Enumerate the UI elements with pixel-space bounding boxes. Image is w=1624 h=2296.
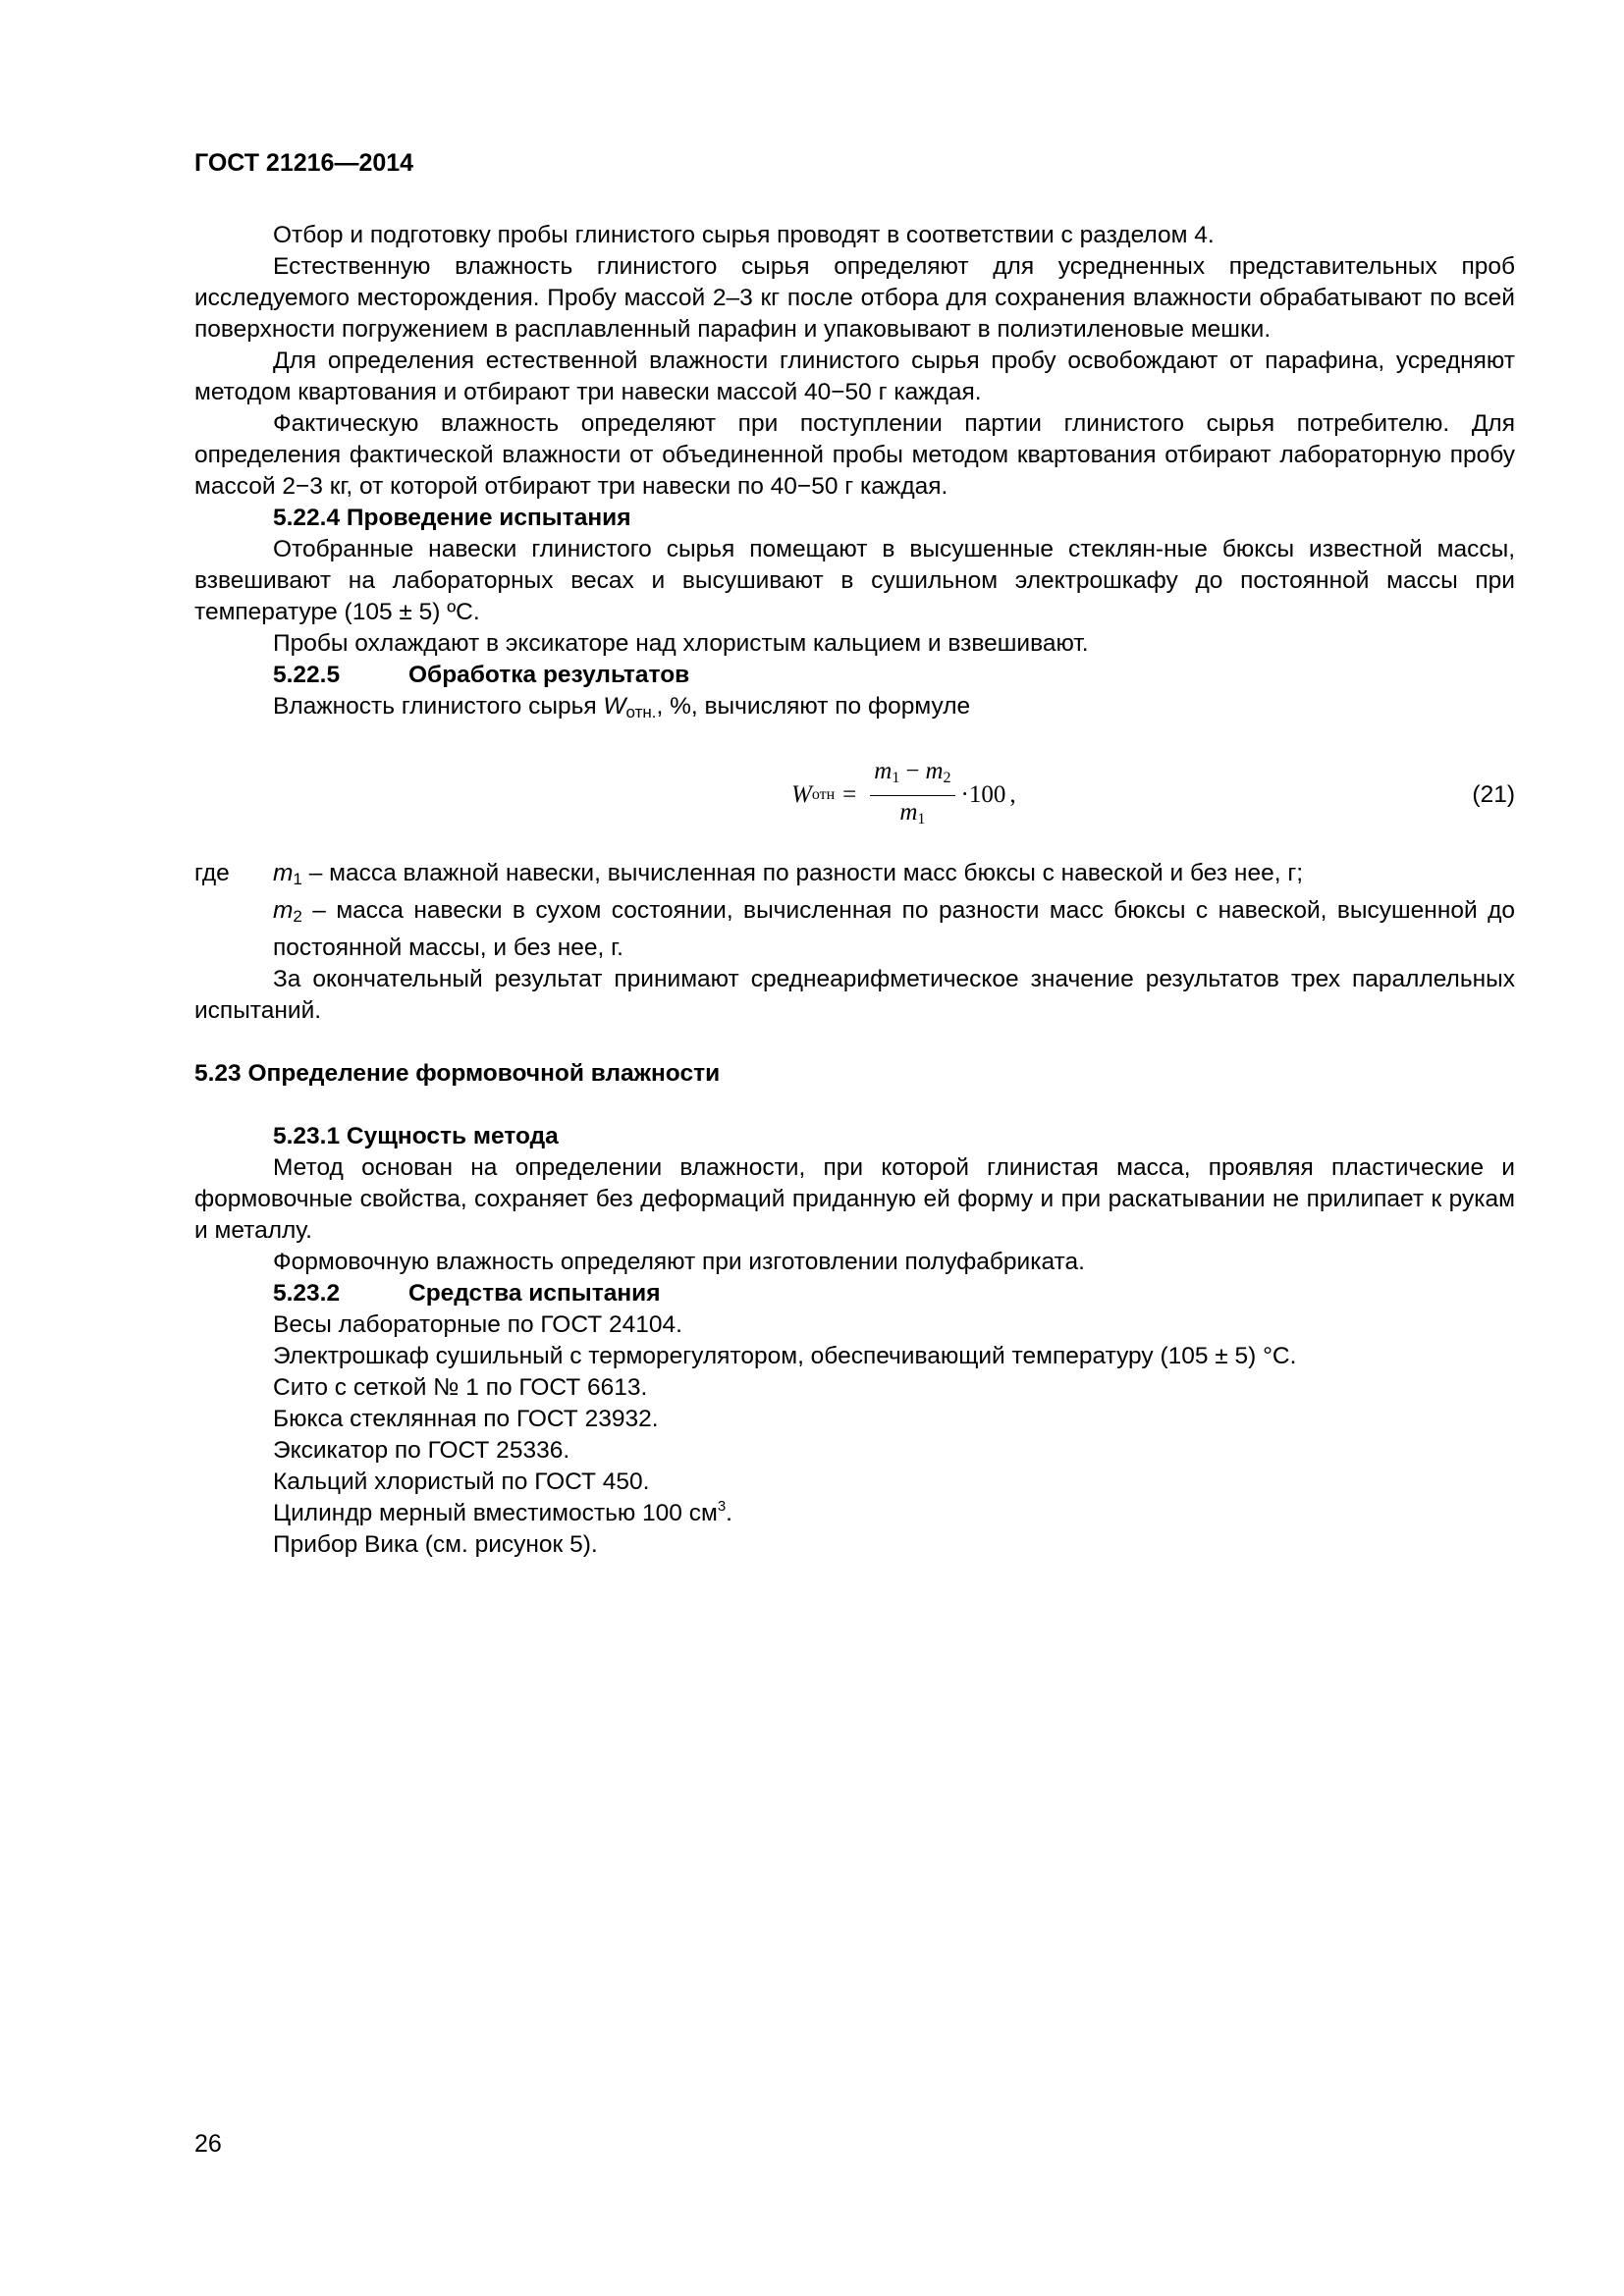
variable-w: W: [603, 693, 626, 720]
document-header: ГОСТ 21216—2014: [194, 149, 414, 177]
heading-5-22-4: 5.22.4 Проведение испытания: [273, 505, 631, 531]
where-m1: где m1 – масса влажной навески, вычисленная по разности масс бюксы с навеской и без нее, г;: [194, 858, 1515, 895]
heading-5-23-2-title: Средства испытания: [408, 1280, 661, 1307]
paragraph-sampling: Отбор и подготовку пробы глинистого сырья проводят в соответствии с разделом 4.: [273, 222, 1215, 248]
paragraph-molding-moisture: Формовочную влажность определяют при изготовлении полуфабриката.: [273, 1249, 1085, 1275]
heading-5-22-5-title: Обработка результатов: [408, 662, 690, 688]
equipment-item: Электрошкаф сушильный с терморегулятором, обеспечивающий температуру (105 ± 5) °С.: [273, 1343, 1297, 1369]
equipment-item: Кальций хлористый по ГОСТ 450.: [273, 1468, 650, 1495]
paragraph-formula-lead: Влажность глинистого сырья Wотн., %, вычисляют по формуле: [273, 693, 971, 721]
equipment-item: Бюкса стеклянная по ГОСТ 23932.: [273, 1406, 659, 1432]
paragraph-natural-moisture-sample: Для определения естественной влажности глинистого сырья пробу освобождают от парафина, усредняют методом квартования и отбирают три навески массой 40−50 г каждая.: [194, 347, 1515, 405]
equipment-item-vicat: Прибор Вика (см. рисунок 5).: [273, 1531, 598, 1558]
where-label: где: [194, 860, 230, 886]
heading-5-23-2: [194, 1278, 1515, 1309]
equipment-item: Весы лабораторные по ГОСТ 24104.: [273, 1311, 682, 1338]
document-page: [194, 147, 1515, 1561]
paragraph-final-result: За окончательный результат принимают среднеарифметическое значение результатов трех параллельных испытаний.: [194, 966, 1515, 1024]
equipment-item: Эксикатор по ГОСТ 25336.: [273, 1437, 570, 1464]
where-m2: m2 – масса навески в сухом состоянии, вычисленная по разности масс бюксы с навеской, высушенной до постоянной массы, и без нее, г.: [273, 897, 1515, 961]
equation-number: (21): [1472, 781, 1515, 808]
heading-5-23: 5.23 Определение формовочной влажности: [194, 1060, 721, 1087]
equipment-item: Сито с сеткой № 1 по ГОСТ 6613.: [273, 1374, 648, 1401]
page-number: 26: [194, 2130, 222, 2158]
formula-fraction: [870, 757, 954, 834]
formula-21: [194, 748, 1515, 842]
equipment-item-cylinder: Цилиндр мерный вместимостью 100 $см^3$.: [273, 1498, 732, 1526]
heading-5-23-2-number: 5.23.2: [273, 1280, 341, 1307]
paragraph-actual-moisture: Фактическую влажность определяют при поступлении партии глинистого сырья потребителю. Для определения фактической влажности от объединенной пробы методом квартования отбирают лабораторную пробу массой 2−3 кг, от которой отбирают три навески по 40−50 г каждая.: [194, 410, 1515, 500]
formula-numerator: $m_1 - m_2$: [870, 757, 954, 796]
formula-expression: W отн = $\frac{m_1 - m_2}{m_1}$ ·100 ,: [791, 748, 1016, 842]
paragraph-cooling: Пробы охлаждают в эксикаторе над хлористым кальцием и взвешивают.: [273, 630, 1089, 657]
paragraph-natural-moisture: Естественную влажность глинистого сырья определяют для усредненных представительных проб исследуемого месторождения. Пробу массой 2–3 кг после отбора для сохранения влажности обрабатывают по всей поверхности погружением в расплавленный парафин и упаковывают в полиэтиленовые мешки.: [194, 253, 1515, 343]
paragraph-method-essence: Метод основан на определении влажности, при которой глинистая масса, проявляя пластические и формовочные свойства, сохраняет без деформаций приданную ей форму и при раскатывании не прилипает к рукам и металлу.: [194, 1154, 1515, 1244]
heading-5-23-1: 5.23.1 Сущность метода: [273, 1123, 559, 1149]
formula-denominator: $m_1$: [899, 798, 926, 828]
paragraph-test-procedure: Отобранные навески глинистого сырья помещают в высушенные стеклян-ные бюксы известной массы, взвешивают на лабораторных весах и высушивают в сушильном электрошкафу до постоянной массы при температуре (105 ± 5) ºС.: [194, 536, 1515, 625]
heading-5-22-5-number: 5.22.5: [273, 662, 341, 688]
heading-5-22-5: [194, 660, 1515, 691]
